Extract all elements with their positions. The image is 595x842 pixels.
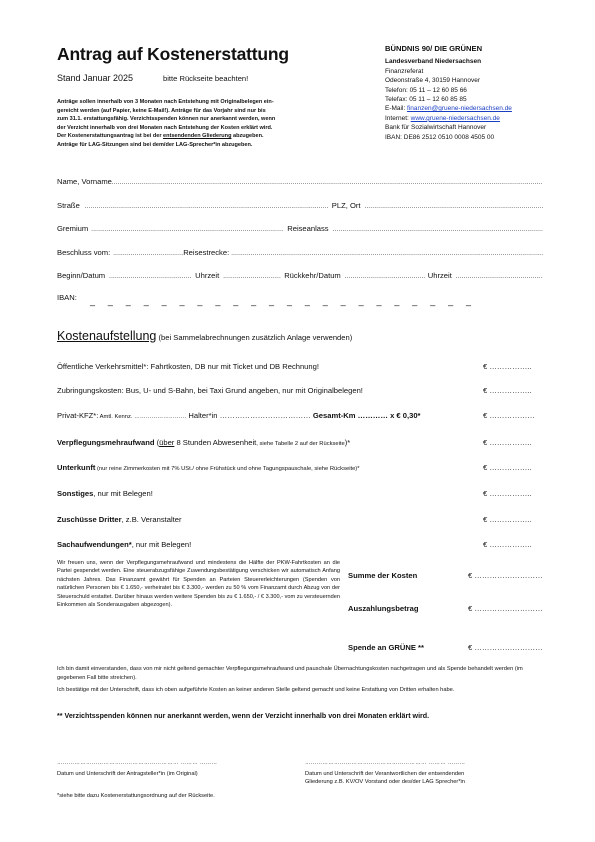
org-dept: Finanzreferat bbox=[385, 67, 424, 75]
cost-amount-field[interactable]: € …………….. bbox=[483, 540, 532, 549]
time-row bbox=[57, 270, 543, 282]
signature-label-organization: Datum und Unterschrift der Verantwortlichen der entsendenden Gliederung z.B. KV/OV Vorstand oder des/der LAG Sprecher*in bbox=[305, 771, 465, 786]
cost-amount-field[interactable]: € …………….. bbox=[483, 362, 532, 371]
intro-line: Anträge für LAG-Sitzungen sind bei dem/der LAG-Sprecher*in abzugeben. bbox=[57, 141, 253, 148]
cost-amount-field[interactable]: € …………….. bbox=[483, 515, 532, 524]
reisestrecke-label: Reisestrecke: bbox=[183, 248, 230, 257]
org-sub: Landesverband Niedersachsen bbox=[385, 58, 482, 66]
web-link[interactable]: www.gruene-niedersachsen.de bbox=[410, 114, 500, 122]
beginn-label: Beginn/Datum bbox=[57, 271, 106, 280]
cost-row-sonstiges bbox=[57, 488, 543, 500]
cost-amount-field[interactable]: € …………….. bbox=[483, 386, 532, 395]
strasse-field[interactable] bbox=[85, 201, 328, 213]
org-name: BÜNDNIS 90/ DIE GRÜNEN bbox=[385, 44, 483, 53]
address-row bbox=[57, 200, 543, 212]
back-side-hint: bitte Rückseite beachten! bbox=[163, 74, 249, 83]
cost-row-sachaufwendungen bbox=[57, 539, 543, 551]
reiseanlass-field[interactable] bbox=[333, 224, 543, 236]
signature-line-applicant[interactable]: ……………………………………………………… ……… ……… bbox=[57, 760, 218, 766]
intro-line: Anträge sollen innerhalb von 3 Monaten nach Entstehung mit Originalbelegen ein- bbox=[57, 99, 274, 105]
gremium-label: Gremium bbox=[57, 224, 89, 233]
plz-field[interactable] bbox=[365, 201, 544, 213]
beschluss-row bbox=[57, 247, 543, 259]
email-link[interactable]: finanzen@gruene-niedersachsen.de bbox=[407, 105, 512, 113]
cost-label: Zuschüsse Dritter, z.B. Veranstalter bbox=[57, 515, 182, 524]
reiseanlass-label: Reiseanlass bbox=[287, 224, 329, 233]
uhrzeit2-field[interactable] bbox=[456, 271, 543, 283]
name-field[interactable] bbox=[112, 177, 543, 189]
summe-label: Summe der Kosten bbox=[348, 571, 418, 580]
beginn-field[interactable] bbox=[109, 271, 192, 283]
reisestrecke-field[interactable] bbox=[231, 248, 543, 260]
cost-label: Öffentliche Verkehrsmittel*: Fahrtkosten, DB nur mit Ticket und DB Rechnung! bbox=[57, 362, 319, 371]
cost-label: Privat-KFZ*: Amtl. Kennz. ……………………… Halter*in ……………………………… Gesamt-Km ………… x € 0,30* bbox=[57, 411, 421, 420]
cost-row-oeffentlich bbox=[57, 361, 543, 373]
page-title: Antrag auf Kostenerstattung bbox=[57, 44, 289, 64]
intro-line: der Verzicht innerhalb von drei Monaten nach Entstehung der Kosten erklärt wird. bbox=[57, 124, 273, 131]
iban-label: IBAN: bbox=[57, 293, 77, 302]
gremium-field[interactable] bbox=[91, 224, 283, 236]
cost-row-unterkunft bbox=[57, 462, 543, 474]
summe-field[interactable]: € ……………………… bbox=[468, 571, 543, 580]
signature-label-applicant: Datum und Unterschrift der Antragsteller*in (im Original) bbox=[57, 771, 198, 777]
spende-label: Spende an GRÜNE ** bbox=[348, 643, 424, 652]
cost-row-privat-kfz bbox=[57, 410, 543, 422]
declaration-consent: Ich bin damit einverstanden, dass von mir nicht geltend gemachter Verpflegungsmehraufwand und pauschale Übernachtungskosten nachgetragen und als Spende behandelt werden (im gegebenen Fall bitte streichen). bbox=[57, 666, 523, 681]
org-address: Odeonstraße 4, 30159 Hannover bbox=[385, 77, 481, 85]
declaration-waiver: ** Verzichtsspenden können nur anerkannt werden, wenn der Verzicht innerhalb von drei Monaten erklärt wird. bbox=[57, 712, 430, 720]
org-fax: Telefax: 05 11 – 12 60 85 85 bbox=[385, 96, 467, 104]
plz-label: PLZ, Ort bbox=[331, 201, 361, 210]
cost-label: Unterkunft (nur reine Zimmerkosten mit 7% USt./ ohne Frühstück und ohne Tagungspauschale, siehe Rückseite)* bbox=[57, 463, 360, 472]
cost-row-verpflegung bbox=[57, 437, 543, 449]
org-bank: Bank für Sozialwirtschaft Hannover bbox=[385, 124, 487, 132]
org-phone: Telefon: 05 11 – 12 60 85 66 bbox=[385, 86, 467, 94]
intro-line: Der Kostenerstattungsantrag ist bei der entsendenden Gliederung abzugeben. bbox=[57, 133, 264, 140]
cost-row-zuschuesse bbox=[57, 514, 543, 526]
uhrzeit2-label: Uhrzeit bbox=[427, 271, 452, 280]
intro-line: gereicht werden (auf Papier, keine E-Mail!). Anträge für das Vorjahr sind nur bis bbox=[57, 107, 266, 114]
footnote: *siehe bitte dazu Kostenerstattungsordnung auf der Rückseite. bbox=[57, 793, 215, 799]
donation-info: Wir freuen uns, wenn der Verpflegungsmehraufwand und mindestens die Hälfte der PKW-Fahrtkosten an die Partei gespendet werden. Eine steuerabzugsfähige Zuwendungsbestätigung verschicken wir automatisch Anfang nächsten Jahres. Das Finanzamt gewährt für Spenden an Parteien Steuererleichterungen (Spenden von natürlichen Personen bis € 1.650,- verheiratet bis € 3.300,- werden zu 50 % vom Finanzamt durch Abzug von der Steuerschuld erstattet. Darüber hinaus werden weitere Spenden bis zu € 1.650,- / € 3.300,- vom zu versteuernden Einkommen als Sonderausgaben abgezogen). bbox=[57, 560, 340, 609]
cost-label: Sonstiges, nur mit Belegen! bbox=[57, 489, 153, 498]
cost-amount-field[interactable]: € …………….. bbox=[483, 489, 532, 498]
costs-heading: Kostenaufstellung (bei Sammelabrechnungen zusätzlich Anlage verwenden) bbox=[57, 329, 353, 343]
cost-row-zubringung bbox=[57, 385, 543, 397]
org-email-row: E-Mail: finanzen@gruene-niedersachsen.de bbox=[385, 105, 512, 113]
beschluss-label: Beschluss vom: bbox=[57, 248, 111, 257]
org-web-row: Internet: www.gruene-niedersachsen.de bbox=[385, 114, 500, 122]
name-row bbox=[57, 176, 543, 188]
cost-amount-field[interactable]: € ……………… bbox=[483, 411, 535, 420]
iban-field[interactable]: _ _ _ _ _ _ _ _ _ _ _ _ _ _ _ _ _ _ _ _ _ _ bbox=[90, 296, 477, 306]
uhrzeit1-label: Uhrzeit bbox=[195, 271, 220, 280]
auszahlung-label: Auszahlungsbetrag bbox=[348, 604, 419, 613]
intro-line: zum 31.1. erstattungsfähig. Verzichtsspenden können nur anerkannt werden, wenn bbox=[57, 116, 276, 123]
spende-field[interactable]: € ……………………… bbox=[468, 643, 543, 652]
rueckkehr-label: Rückkehr/Datum bbox=[284, 271, 341, 280]
cost-label: Sachaufwendungen*, nur mit Belegen! bbox=[57, 540, 192, 549]
organization-info bbox=[385, 44, 512, 142]
strasse-label: Straße bbox=[57, 201, 80, 210]
stand-date: Stand Januar 2025 bbox=[57, 73, 134, 83]
gremium-row bbox=[57, 223, 543, 235]
name-label: Name, Vorname bbox=[57, 177, 112, 186]
cost-label: Verpflegungsmehraufwand (über 8 Stunden Abwesenheit, siehe Tabelle 2 auf der Rückseite)* bbox=[57, 438, 351, 447]
auszahlung-field[interactable]: € ……………………… bbox=[468, 604, 543, 613]
org-iban: IBAN: DE86 2512 0510 0008 4505 00 bbox=[385, 133, 495, 141]
intro-notice bbox=[57, 98, 352, 150]
cost-amount-field[interactable]: € …………….. bbox=[483, 438, 532, 447]
declaration-confirm: Ich bestätige mit der Unterschrift, dass ich oben aufgeführte Kosten an keiner anderen Stelle geltend gemacht und keine Erstattung von Dritten erhalten habe. bbox=[57, 687, 455, 693]
beschluss-field[interactable] bbox=[113, 248, 183, 260]
uhrzeit1-field[interactable] bbox=[223, 271, 281, 283]
cost-amount-field[interactable]: € …………….. bbox=[483, 463, 532, 472]
cost-label: Zubringungskosten: Bus, U- und S-Bahn, bei Taxi Grund angeben, nur mit Originalbelegen! bbox=[57, 386, 363, 395]
rueckkehr-field[interactable] bbox=[345, 271, 425, 283]
signature-line-organization[interactable]: ……………………………………………………… ……… ……… bbox=[305, 760, 466, 766]
